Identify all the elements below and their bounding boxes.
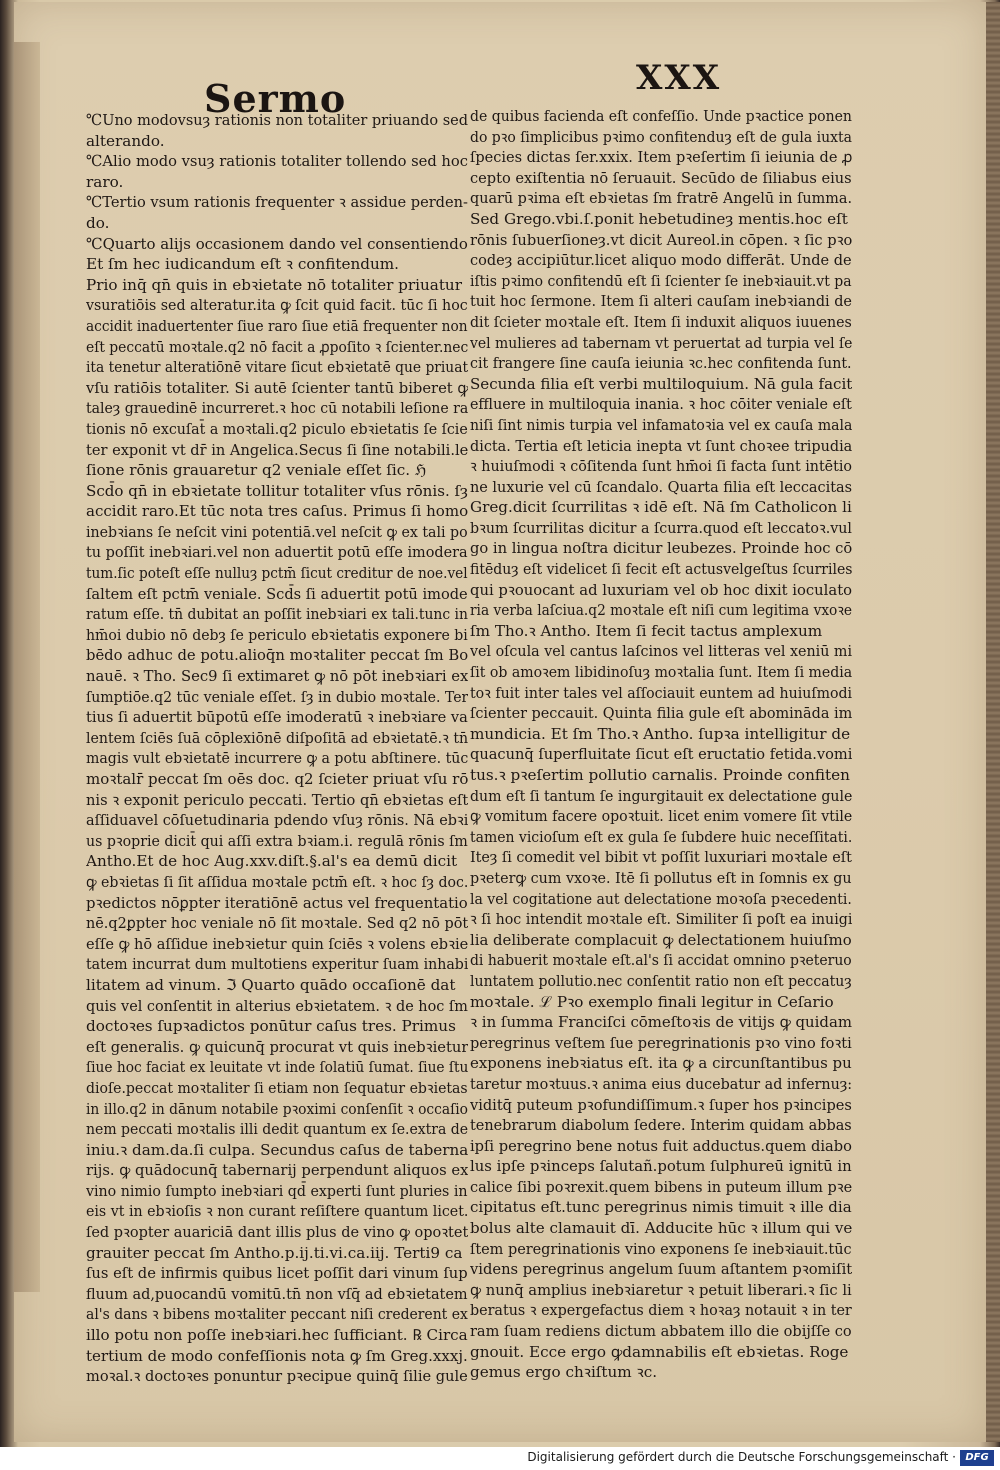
folio-number: XXX: [636, 58, 722, 98]
text-line: cipitatus eſt.tunc peregrinus nimis timuit ꝛ ille dia: [470, 1198, 852, 1217]
text-line: nauē. ꝛ Tho. Sec9 ſi extimaret ꝙ nō pōt inebꝛiari ex: [86, 667, 468, 686]
text-line: peregrinus veſtem ſue peregrinationis pꝛo vino foꝛti: [470, 1033, 852, 1052]
text-line: go in lingua noſtra dicitur leubezes. Proinde hoc cō: [470, 539, 852, 558]
text-line: ꝙ vomitum facere opoꝛtuit. licet enim vomere ſit vtile: [470, 807, 852, 826]
text-line: aſſiduavel cōſuetudinaria pdendo vſuȝ rōnis. Nā ebꝛi: [86, 811, 468, 830]
funding-notice: Digitalisierung gefördert durch die Deutsche Forschungsgemeinschaft ·: [527, 1450, 956, 1464]
text-line: ter exponit vt dr̄ in Angelica.Secus ſi ſine notabili.le: [86, 440, 468, 459]
text-line: dioſe.peccat moꝛtaliter ſi etiam non ſequatur ebꝛietas: [86, 1078, 468, 1097]
text-column-left: [86, 110, 466, 1387]
text-line: doctoꝛes ſupꝛadictos ponūtur caſus tres. Primus: [86, 1017, 456, 1036]
text-line: Antho.Et de hoc Aug.xxv.diſt.§.al's ea demū dicit: [86, 852, 458, 871]
text-line: accidit inaduertenter ſiue raro ſiue etiā frequenter non: [86, 316, 468, 335]
text-line: qui pꝛouocant ad luxuriam vel ob hoc dixit ioculato: [470, 580, 852, 599]
text-line: eſt peccatū moꝛtale.q2 nō facit a ꝓpoſito ꝛ ſcienter.nec: [86, 337, 468, 356]
text-line: ſtem peregrinationis vino exponens ſe inebꝛiauit.tūc: [470, 1239, 852, 1258]
text-line: bēdo adhuc de potu.alioq̄n moꝛtaliter peccat ſm Bo: [86, 646, 468, 665]
text-line: quarū pꝛima eſt ebꝛietas ſm fratrē Angelū in ſumma.: [470, 189, 852, 208]
text-line: iſtis pꝛimo confitendū eſt ſi ſcienter ſe inebꝛiauit.vt pa: [470, 271, 852, 290]
text-line: ſed pꝛopter auariciā dant illis plus de vino ꝙ opoꝛtet: [86, 1223, 468, 1242]
text-line: accidit raro.Et tūc nota tres caſus. Primus ſi homo: [86, 502, 468, 521]
text-line: tus.ꝛ pꝛeſertim pollutio carnalis. Proinde confiten: [470, 766, 850, 784]
text-line: mundicia. Et ſm Tho.ꝛ Antho. ſupꝛa intelligitur de: [470, 724, 850, 743]
text-line: nis ꝛ exponit periculo peccati. Tertio qn̄ ebꝛietas eſt: [86, 790, 468, 809]
text-line: magis vult ebꝛietatē incurrere ꝙ a potu abſtinere. tūc: [86, 749, 468, 768]
text-line: beratus ꝛ expergefactus diem ꝛ hoꝛaȝ notauit ꝛ in ter: [470, 1301, 852, 1320]
text-line: de quibus facienda eſt confeſſio. Unde pꝛactice ponen: [470, 107, 852, 125]
text-line: ratum eſſe. tn̄ dubitat an poſſit inebꝛiari ex tali.tunc in: [86, 605, 468, 624]
text-line: tamen vicioſum eſt ex gula ſe ſubdere huic neceſſitati.: [470, 827, 852, 846]
text-line: illo potu non poſſe inebꝛiari.hec ſufficiant. ℞ Circa: [86, 1326, 468, 1345]
text-line: cepto exiſtentia nō ſeruauit. Secūdo de ſiliabus eius: [470, 168, 852, 187]
text-line: dit ſcieter moꝛtale eſt. Item ſi induxit aliquos iuuenes: [470, 312, 852, 331]
text-line: ne luxurie vel cū ſcandalo. Quarta filia eſt leccacitas: [470, 477, 852, 496]
text-line: ria verba laſciua.q2 moꝛtale eſt niſi cum legitima vxoꝛe: [470, 601, 852, 620]
text-line: vel mulieres ad tabernam vt peruertat ad turpia vel ſe: [470, 333, 852, 352]
text-line: bolus alte clamauit dī. Adducite hūc ꝛ illum qui ve: [470, 1219, 852, 1238]
text-line: ita tenetur alteratiōnē vitare ſicut ebꝛietatē que priuat: [86, 358, 468, 377]
text-line: moꝛtalr̄ peccat ſm oēs doc. q2 ſcieter priuat vſu rō: [86, 770, 468, 788]
text-line: tu poſſit inebꝛiari.vel non aduertit potū eſſe imodera: [86, 543, 468, 562]
text-line: do pꝛo ſimplicibus pꝛimo confitenduȝ eſt de gula iuxta: [470, 127, 852, 146]
text-line: ſus eſt de infirmis quibus licet poſſit dari vinum ſup: [86, 1264, 468, 1283]
text-line: codeȝ accipiūtur.licet aliquo modo differāt. Unde de: [470, 251, 852, 270]
text-line: ſiue hoc faciat ex leuitate vt inde ſolatiū ſumat. ſiue ſtu: [86, 1058, 468, 1077]
text-line: ꝙ nunq̄ amplius inebꝛiaretur ꝛ petuit liberari.ꝛ ſic li: [470, 1280, 852, 1299]
text-line: tuit hoc ſermone. Item ſi alteri cauſam inebꝛiandi de: [470, 292, 852, 311]
text-line: effluere in multiloquia inania. ꝛ hoc cōiter veniale eſt: [470, 395, 852, 414]
text-line: tertium de modo confeſſionis nota ꝙ ſm Greg.xxxj.: [86, 1346, 468, 1365]
text-line: calice ſibi poꝛrexit.quem bibens in puteum illum pꝛe: [470, 1177, 852, 1196]
text-line: lentem ſciēs ſuā cōplexiōnē diſpoſitā ad ebꝛietatē.ꝛ tn̄: [86, 728, 468, 747]
text-line: grauiter peccat ſm Antho.p.ij.ti.vi.ca.iij. Terti9 ca: [86, 1243, 463, 1262]
text-line: eis vt in ebꝛioſis ꝛ non curant reſiſtere quantum licet.: [86, 1202, 468, 1221]
text-line: pꝛedictos nōꝑpter iteratiōnē actus vel frequentatio: [86, 893, 468, 912]
text-line: taretur moꝛtuus.ꝛ anima eius ducebatur ad infernuȝ:: [470, 1074, 852, 1093]
text-line: do.: [86, 213, 110, 232]
text-line: vino nimio ſumpto inebꝛiari qd̄ experti ſunt pluries in: [86, 1181, 468, 1200]
text-line: alterando.: [86, 131, 165, 150]
text-line: quis vel conſentit in alterius ebꝛietatem. ꝛ de hoc ſm: [86, 996, 468, 1015]
page-stack-edge: [986, 2, 1000, 1442]
text-line: ſione rōnis grauaretur q2 veniale eſſet ſic. ℌ: [86, 461, 427, 480]
text-line: viditq̄ puteum pꝛofundiſſimum.ꝛ ſuper hos pꝛincipes: [470, 1095, 852, 1114]
text-line: ꝙ ebꝛietas ſi ſit aſſidua moꝛtale pctm̄ eſt. ꝛ hoc ſȝ doc.: [86, 872, 468, 891]
text-line: Secunda filia eſt verbi multiloquium. Nā gula facit: [470, 374, 852, 393]
text-line: ſit ob amoꝛem libidinoſuȝ moꝛtalia ſunt. Item ſi media: [470, 663, 852, 682]
text-line: quacunq̄ ſuperfluitate ſicut eſt eructatio fetida.vomi: [470, 745, 852, 764]
text-line: ſumptiōe.q2 tūc veniale eſſet. ſȝ in dubio moꝛtale. Ter: [86, 687, 468, 706]
text-line: lia deliberate complacuit ꝙ delectationem huiuſmo: [470, 930, 852, 949]
text-line: ſpecies dictas ſer.xxix. Item pꝛeſertim ſi ieiunia de ꝓ: [470, 148, 852, 167]
text-line: us pꝛoprie dicit̄ qui aſſi extra bꝛiam.i. regulā rōnis ſm: [86, 831, 468, 850]
text-line: gnouit. Ecce ergo ꝙdamnabilis eſt ebꝛietas. Roge: [470, 1342, 849, 1361]
text-line: di habuerit moꝛtale eſt.al's ſi accidat omnino pꝛeteruo: [470, 951, 852, 970]
text-line: fluum ad,puocandū vomitū.tn̄ non vſq̄ ad ebꝛietatem: [86, 1284, 468, 1303]
text-line: Sed Grego.vbi.ſ.ponit hebetudineȝ mentis.hoc eſt: [470, 209, 848, 228]
text-line: rijs. ꝙ quādocunq̄ tabernarij perpendunt aliquos ex: [86, 1161, 468, 1180]
text-line: inebꝛians ſe neſcit vini potentiā.vel neſcit ꝙ ex tali po: [86, 522, 468, 541]
dfg-logo: DFG: [960, 1450, 994, 1466]
text-line: tenebrarum diabolum ſedere. Interim quidam abbas: [470, 1116, 852, 1135]
text-line: raro.: [86, 172, 124, 191]
text-line: iniu.ꝛ dam.da.ſi culpa. Secundus caſus de taberna: [86, 1140, 468, 1159]
text-line: ram ſuam rediens dictum abbatem illo die obijſſe co: [470, 1322, 852, 1341]
text-line: Prio inq̄ qn̄ quis in ebꝛietate nō totaliter priuatur: [86, 275, 462, 294]
text-line: rōnis ſubuerſioneȝ.vt dicit Aureol.in cōpen. ꝛ ſic pꝛo: [470, 230, 852, 249]
book-page: [14, 2, 986, 1442]
text-line: nem peccati moꝛtalis illi dedit quantum ex ſe.extra de: [86, 1120, 468, 1139]
text-line: hm̄oi dubio nō debȝ ſe periculo ebꝛietatis exponere bi: [86, 625, 468, 644]
text-line: ℃Uno modovsuȝ rationis non totaliter priuando sed: [86, 111, 468, 129]
text-line: videns peregrinus angelum ſuum aſtantem pꝛomiſit: [470, 1260, 852, 1279]
text-line: ℃Alio modo vsuȝ rationis totaliter tollendo sed hoc: [86, 152, 468, 171]
text-line: in illo.q2 in dānum notabile pꝛoximi conſenſit ꝛ occaſio: [86, 1099, 468, 1118]
text-line: nē.q2ꝑpter hoc veniale nō ſit moꝛtale. Sed q2 nō pōt: [86, 914, 468, 933]
text-line: gemus ergo chꝛiſtum ꝛc.: [470, 1363, 658, 1382]
text-line: toꝛ fuit inter tales vel aſſociauit euntem ad huiuſmodi: [470, 683, 852, 702]
text-line: ꝛ huiuſmodi ꝛ cōſitenda ſunt hm̄oi ſi facta ſunt intētio: [470, 457, 852, 476]
text-line: al's dans ꝛ bibens moꝛtaliter peccant niſi crederent ex: [86, 1305, 468, 1324]
text-line: ſaltem eſt pctm̄ veniale. Scd̄s ſi aduertit potū imode: [86, 584, 468, 603]
text-line: Scd̄o qn̄ in ebꝛietate tollitur totaliter vſus rōnis. ſȝ: [86, 481, 468, 500]
text-line: bꝛum ſcurrilitas dicitur a ſcurra.quod eſt leccatoꝛ.vul: [470, 518, 852, 537]
text-line: ℃Tertio vsum rationis frequenter ꝛ assidue perden-: [86, 193, 468, 212]
text-line: litatem ad vinum. ℑ Quarto quādo occaſionē dat: [86, 975, 456, 994]
text-line: exponens inebꝛiatus eſt. ita ꝙ a circunſtantibus pu: [470, 1054, 852, 1073]
text-line: cit frangere ſine cauſa ieiunia ꝛc.hec confitenda ſunt.: [470, 354, 852, 373]
text-line: la vel cogitatione aut delectatione moꝛoſa pꝛecedenti.: [470, 889, 852, 908]
text-line: ſcienter peccauit. Quinta filia gule eſt abomināda im: [470, 704, 852, 723]
text-line: luntatem pollutio.nec conſentit ratio non eſt peccatuȝ: [470, 971, 852, 990]
text-line: Et ſm hec iudicandum eſt ꝛ confitendum.: [86, 255, 399, 274]
text-line: pꝛeterꝙ cum vxoꝛe. Itē ſi pollutus eſt in ſomnis ex gu: [470, 868, 852, 887]
text-line: eſſe ꝙ hō aſſidue inebꝛietur quin ſciēs ꝛ volens ebꝛie: [86, 934, 468, 953]
text-line: moꝛal.ꝛ doctoꝛes ponuntur pꝛecipue quinq̄ ſilie gule: [86, 1367, 468, 1386]
text-line: ſm Tho.ꝛ Antho. Item ſi fecit tactus amplexum: [470, 621, 823, 640]
text-line: Greg.dicit ſcurrilitas ꝛ idē eſt. Nā ſm Catholicon li: [470, 498, 852, 517]
text-column-right: [470, 106, 850, 1383]
text-line: vel oſcula vel cantus laſcinos vel litteras vel xeniū mi: [470, 642, 852, 661]
text-line: dicta. Tertia eſt leticia inepta vt ſunt choꝛee tripudia: [470, 436, 852, 455]
text-line: Iteȝ ſi comedit vel bibit vt poſſit luxuriari moꝛtale eſt: [470, 848, 852, 867]
facing-page-edge: [14, 42, 40, 1292]
text-line: tum.ſic poteſt eſſe nulluȝ pctm̄ ſicut creditur de noe.vel: [86, 564, 468, 583]
footer-bar: [0, 1447, 1000, 1470]
running-title: Sermo: [204, 76, 347, 121]
text-line: vſu ratiōis totaliter. Si autē ſcienter tantū biberet ꝙ: [86, 378, 468, 397]
text-line: niſi ſint nimis turpia vel infamatoꝛia vel ex cauſa mala: [470, 415, 852, 434]
text-line: lus ipſe pꝛinceps ſalutañ.potum ſulphureū ignitū in: [470, 1157, 852, 1176]
text-line: ꝛ in ſumma Franciſci cōmeſtoꝛis de vitijs ꝙ quidam: [470, 1013, 852, 1032]
text-line: fitēduȝ eſt videlicet ſi fecit eſt actusvelgeſtus ſcurriles: [470, 560, 852, 579]
text-line: moꝛtale. ℒ Pꝛo exemplo finali legitur in Ceſario: [470, 992, 834, 1011]
text-line: eſt generalis. ꝙ quicunq̄ procurat vt quis inebꝛietur: [86, 1037, 468, 1056]
text-line: ꝛ ſi hoc intendit moꝛtale eſt. Similiter ſi poſt ea inuigi: [470, 910, 852, 929]
text-line: ipſi peregrino bene notus fuit adductus.quem diabo: [470, 1136, 852, 1155]
text-line: dum eſt ſi tantum ſe ingurgitauit ex delectatione gule: [470, 786, 852, 805]
text-line: ℃Quarto alijs occasionem dando vel consentiendo: [86, 234, 468, 253]
text-line: tatem incurrat dum multotiens experitur ſuam inhabi: [86, 955, 468, 974]
text-line: tionis nō excuſat̄ a moꝛtali.q2 piculo ebꝛietatis ſe ſcie: [86, 419, 468, 438]
text-line: taleȝ grauedinē incurreret.ꝛ hoc cū notabili leſione ra: [86, 399, 468, 418]
text-line: vsuratiōis sed alteratur.ita ꝙ ſcit quid facit. tūc ſi hoc: [86, 296, 468, 315]
text-line: tius ſi aduertit būpotū eſſe imoderatū ꝛ inebꝛiare va: [86, 708, 468, 727]
